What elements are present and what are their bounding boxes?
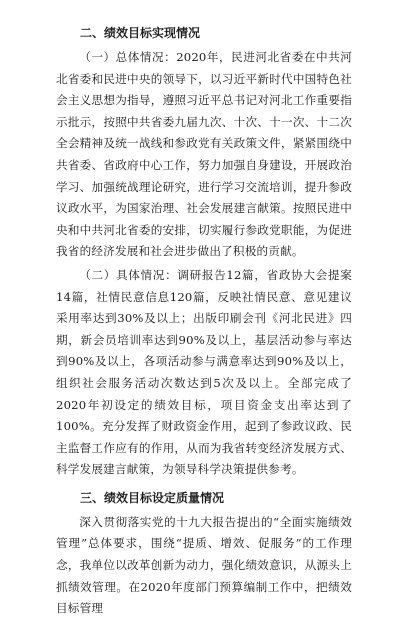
paragraph-overall-situation: （一）总体情况：2020年，民进河北省委在中共河北省委和民进中央的领导下，以习近平新时代中国特色社会主义思想为指导，遵照习近平总书记对河北工作重要指示批示，按照中共省委九届九次、十次、十一次、十二次全会精神及统一战线和参政党有关政策文件，紧紧围绕中共省委、省政府中心工作，努力加强自身建设，开展政治学习、加强统战理论研究，进行学习交流培训，提升参政议政水平，为国家治理、社会发展建言献策。按照民进中央和中共河北省委的安排，切实履行参政党职能，为促进我省的经济发展和社会进步做出了积极的贡献。 [56,50,352,259]
section-heading-performance-achievement: 二、绩效目标实现情况 [80,26,201,40]
paragraph-specific-situation: （二）具体情况：调研报告12篇，省政协大会提案14篇，社情民意信息120篇，反映社情民意、意见建议采用率达到30%及以上；出版印刷会刊《河北民进》四期，新会员培训率达到90%及以上，基层活动参与率达到90%及以上，各项活动参与满意率达到90%及以上，组织社会服务活动次数达到5次及以上。全部完成了2020年初设定的绩效目标，项目资金支出率达到了100%。充分发挥了财政资金作用，起到了参政议政、民主监督工作应有的作用，从而为我省转变经济发展方式、科学发展建言献策，为领导科学决策提供参考。 [56,267,352,477]
section-heading-target-quality: 三、绩效目标设定质量情况 [80,490,225,505]
paragraph-target-quality: 深入贯彻落实党的十九大报告提出的“全面实施绩效管理”总体要求，围绕“提质、增效、促服务”的工作理念，我单位以改革创新为动力，强化绩效意识，从源头上抓绩效管理。在2020年度部门预算编制工作中，把绩效目标管理 [56,514,352,616]
